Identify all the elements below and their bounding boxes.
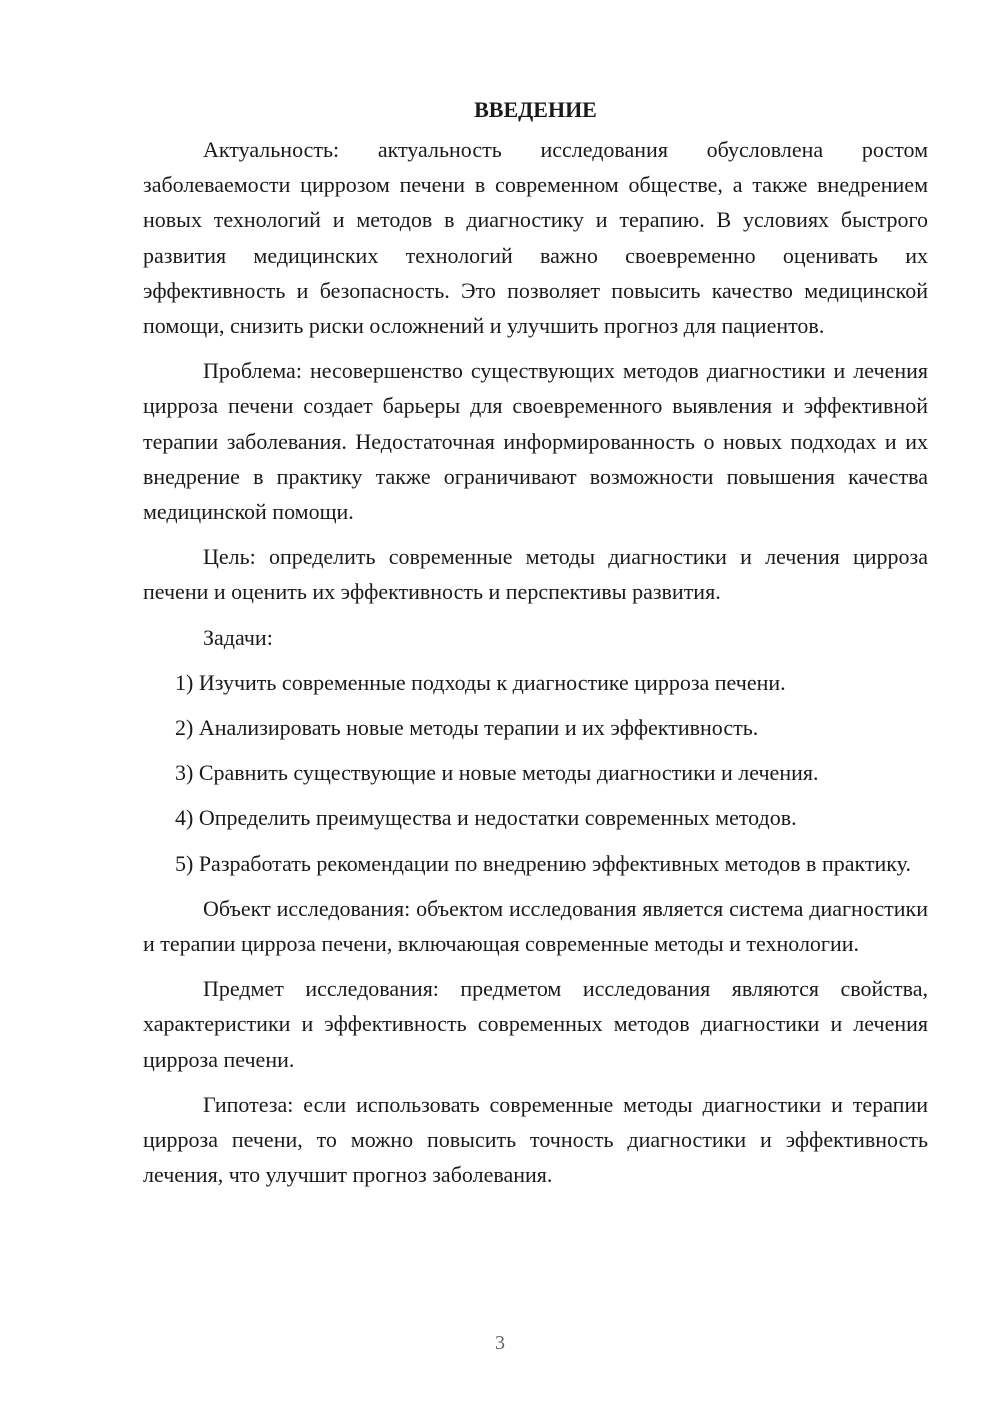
paragraph-hypothesis: Гипотеза: если использовать современные методы диагностики и терапии цирроза печени, то можно повысить точность диагностики и эффективность лечения, что улучшит прогноз заболевания. <box>143 1091 928 1188</box>
paragraph-problem: Проблема: несовершенство существующих методов диагностики и лечения цирроза печени создает барьеры для своевременного выявления и эффективной терапии заболевания. Недостаточная информированность о новых подходах и их внедрение в практику также ограничивают возможности повышения качества медицинской помощи. <box>143 358 928 525</box>
tasks-heading: Задачи: <box>203 624 273 650</box>
page-number: 3 <box>495 1332 505 1354</box>
task-item-5: 5) Разработать рекомендации по внедрению эффективных методов в практику. <box>175 850 911 876</box>
paragraph-goal: Цель: определить современные методы диагностики и лечения цирроза печени и оценить их эффективность и перспективы развития. <box>143 544 928 605</box>
paragraph-subject: Предмет исследования: предметом исследования являются свойства, характеристики и эффективность современных методов диагностики и лечения цирроза печени. <box>143 976 928 1072</box>
section-title: ВВЕДЕНИЕ <box>474 97 597 122</box>
paragraph-relevance: Актуальность: актуальность исследования обусловлена ростом заболеваемости циррозом печени в современном обществе, а также внедрением новых технологий и методов в диагностику и терапию. В условиях быстрого развития медицинских технологий важно своевременно оценивать их эффективность и безопасность. Это позволяет повысить качество медицинской помощи, снизить риски осложнений и улучшить прогноз для пациентов. <box>143 137 928 339</box>
document-page <box>143 92 928 1202</box>
task-item-3: 3) Сравнить существующие и новые методы диагностики и лечения. <box>175 760 819 786</box>
paragraph-object: Объект исследования: объектом исследования является система диагностики и терапии цирроза печени, включающая современные методы и технологии. <box>143 895 928 957</box>
task-item-1: 1) Изучить современные подходы к диагностике цирроза печени. <box>175 669 786 695</box>
task-item-4: 4) Определить преимущества и недостатки современных методов. <box>175 805 797 831</box>
task-item-2: 2) Анализировать новые методы терапии и их эффективность. <box>175 715 759 741</box>
